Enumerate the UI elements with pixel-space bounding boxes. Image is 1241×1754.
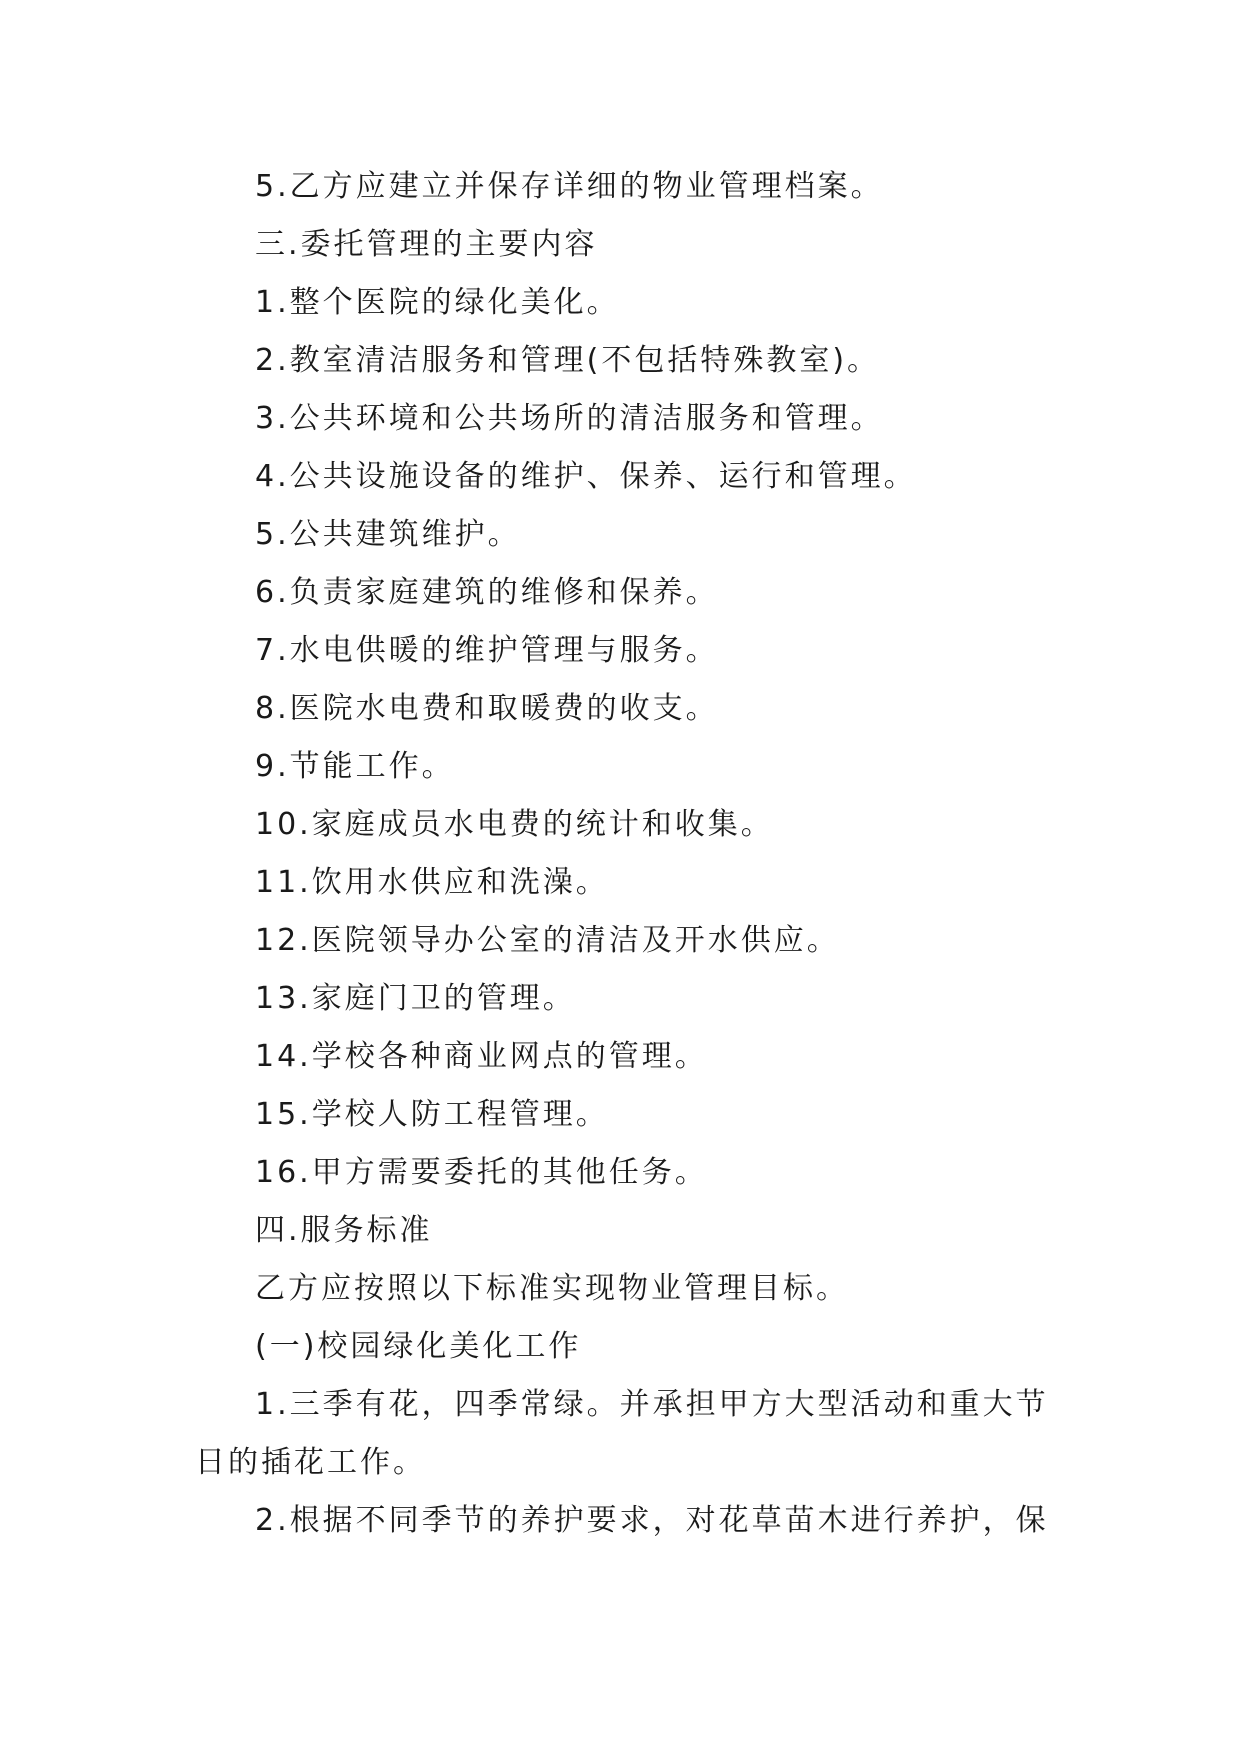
list-item: 15.学校人防工程管理。 xyxy=(255,1097,609,1132)
list-item: 2.根据不同季节的养护要求，对花草苗木进行养护，保 xyxy=(255,1503,1049,1538)
list-item: 9.节能工作。 xyxy=(255,749,455,784)
subsection-heading: (一)校园绿化美化工作 xyxy=(255,1329,582,1364)
list-item: 6.负责家庭建筑的维修和保养。 xyxy=(255,575,719,610)
list-item: 1.整个医院的绿化美化。 xyxy=(255,285,620,320)
list-item: 1.三季有花，四季常绿。并承担甲方大型活动和重大节 xyxy=(255,1387,1049,1422)
section-heading: 三.委托管理的主要内容 xyxy=(255,227,598,262)
list-item: 11.饮用水供应和洗澡。 xyxy=(255,865,609,900)
paragraph-line: 5.乙方应建立并保存详细的物业管理档案。 xyxy=(255,169,884,204)
section-heading: 四.服务标准 xyxy=(255,1213,433,1248)
list-item-continuation: 日的插花工作。 xyxy=(195,1445,426,1480)
list-item: 16.甲方需要委托的其他任务。 xyxy=(255,1155,708,1190)
list-item: 2.教室清洁服务和管理(不包括特殊教室)。 xyxy=(255,343,881,378)
list-item: 4.公共设施设备的维护、保养、运行和管理。 xyxy=(255,459,917,494)
list-item: 14.学校各种商业网点的管理。 xyxy=(255,1039,708,1074)
list-item: 10.家庭成员水电费的统计和收集。 xyxy=(255,807,774,842)
paragraph-line: 乙方应按照以下标准实现物业管理目标。 xyxy=(255,1271,849,1306)
list-item: 3.公共环境和公共场所的清洁服务和管理。 xyxy=(255,401,884,436)
list-item: 13.家庭门卫的管理。 xyxy=(255,981,576,1016)
list-item: 5.公共建筑维护。 xyxy=(255,517,521,552)
list-item: 12.医院领导办公室的清洁及开水供应。 xyxy=(255,923,840,958)
list-item: 7.水电供暖的维护管理与服务。 xyxy=(255,633,719,668)
document-body xyxy=(195,158,1055,1550)
list-item: 8.医院水电费和取暖费的收支。 xyxy=(255,691,719,726)
